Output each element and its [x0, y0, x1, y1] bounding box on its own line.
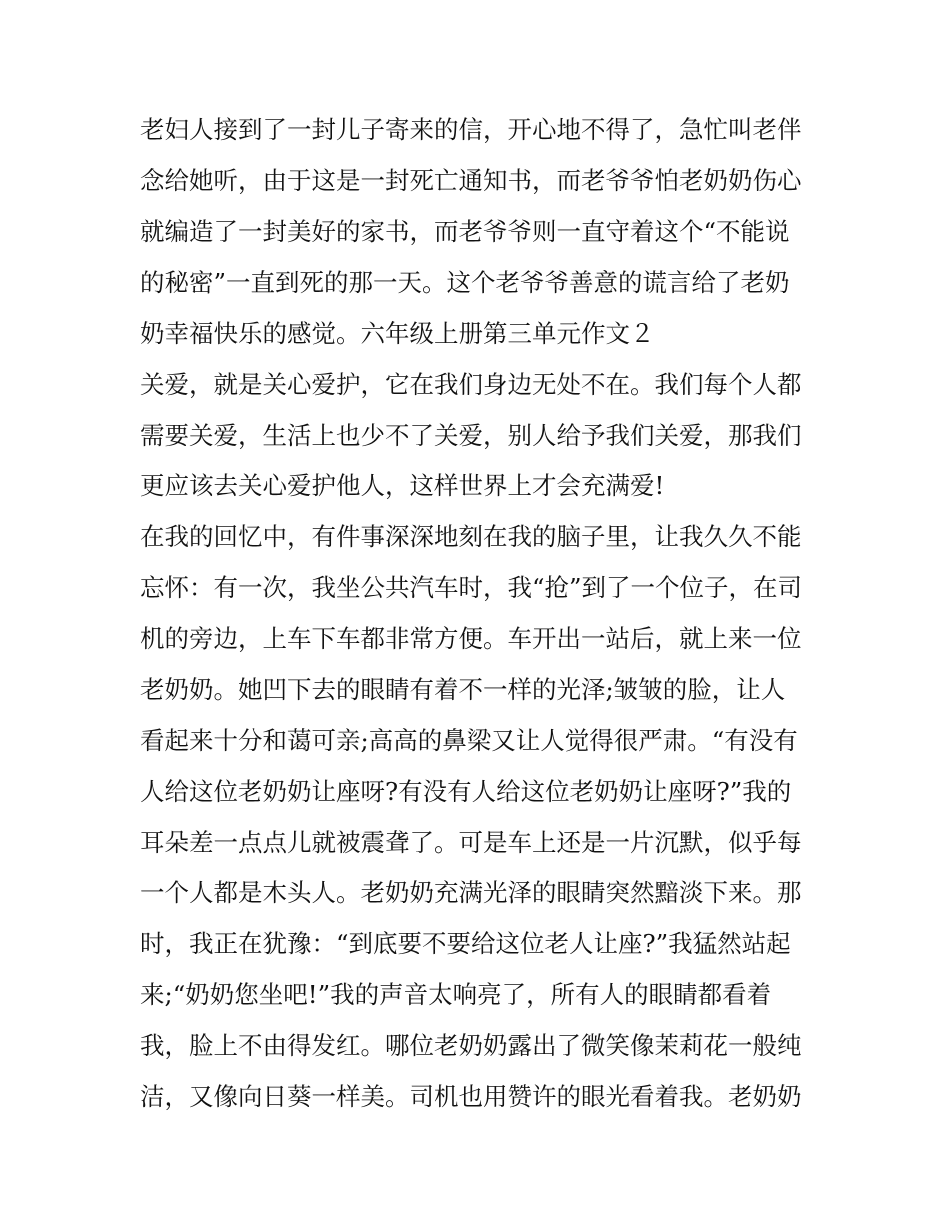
text-line: 奶幸福快乐的感觉。六年级上册第三单元作文２ — [140, 319, 655, 348]
text-line: 老妇人接到了一封儿子寄来的信，开心地不得了，急忙叫老伴 — [140, 115, 802, 144]
text-line: 洁，又像向日葵一样美。司机也用赞许的眼光看着我。老奶奶 — [140, 1082, 802, 1111]
text-line: 时，我正在犹豫：“到底要不要给这位老人让座?”我猛然站起 — [140, 929, 791, 958]
text-line: 看起来十分和蔼可亲;高高的鼻梁又让人觉得很严肃。“有没有 — [140, 726, 798, 755]
text-line: 的秘密”一直到死的那一天。这个老爷爷善意的谎言给了老奶 — [140, 268, 790, 297]
text-line: 机的旁边，上车下车都非常方便。车开出一站后，就上来一位 — [140, 624, 802, 653]
text-line: 念给她听，由于这是一封死亡通知书，而老爷爷怕老奶奶伤心 — [140, 166, 802, 195]
text-line: 更应该去关心爱护他人，这样世界上才会充满爱! — [140, 471, 665, 500]
text-line: 来;“奶奶您坐吧!”我的声音太响亮了，所有人的眼睛都看着 — [140, 980, 772, 1009]
text-line: 在我的回忆中，有件事深深地刻在我的脑子里，让我久久不能 — [140, 522, 802, 551]
text-line: 一个人都是木头人。老奶奶充满光泽的眼睛突然黯淡下来。那 — [140, 878, 802, 907]
text-line: 就编造了一封美好的家书，而老爷爷则一直守着这个“不能说 — [140, 217, 790, 246]
text-line: 我，脸上不由得发红。哪位老奶奶露出了微笑像茉莉花一般纯 — [140, 1031, 802, 1060]
text-line: 老奶奶。她凹下去的眼睛有着不一样的光泽;皱皱的脸，让人 — [140, 675, 786, 704]
text-line: 需要关爱，生活上也少不了关爱，别人给予我们关爱，那我们 — [140, 421, 802, 450]
text-line: 耳朵差一点点儿就被震聋了。可是车上还是一片沉默，似乎每 — [140, 828, 802, 857]
text-line: 人给这位老奶奶让座呀?有没有人给这位老奶奶让座呀?”我的 — [140, 777, 792, 806]
text-line: 关爱，就是关心爱护，它在我们身边无处不在。我们每个人都 — [140, 370, 802, 399]
text-line: 忘怀：有一次，我坐公共汽车时，我“抢”到了一个位子，在司 — [140, 573, 803, 602]
